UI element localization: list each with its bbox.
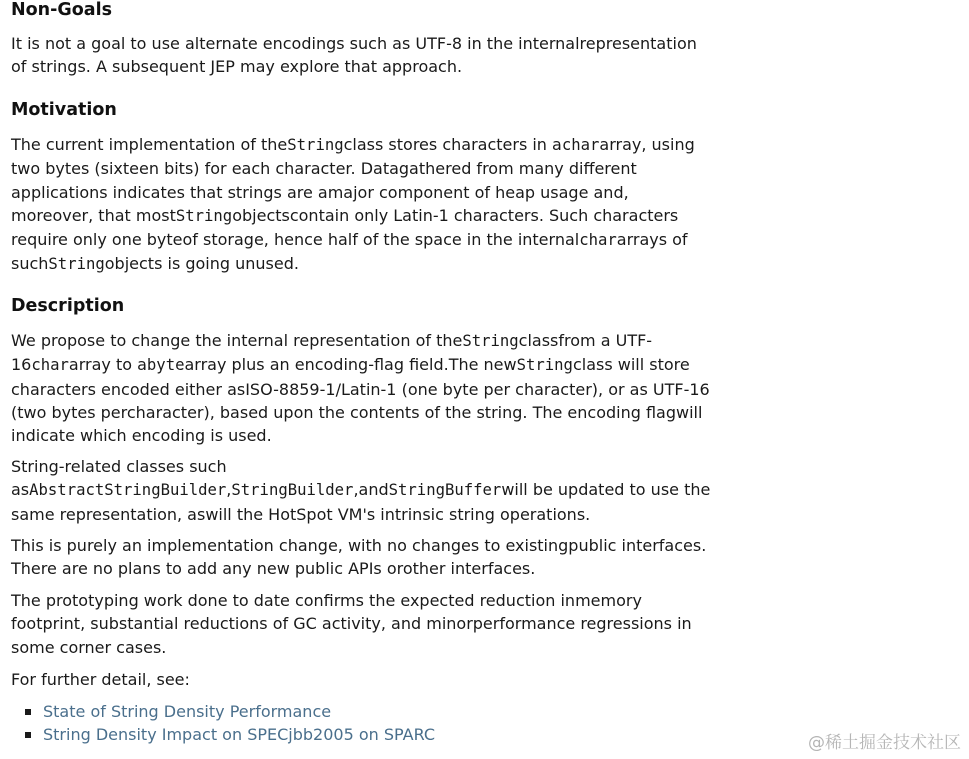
code-abstract-string-builder: AbstractStringBuilder — [29, 481, 227, 500]
text-run: class stores characters in a — [343, 135, 562, 154]
text-run: The current implementation of the — [11, 135, 288, 154]
further-detail-label: For further detail, see: — [11, 670, 190, 689]
code-string: String — [462, 332, 519, 350]
code-char: char — [561, 136, 600, 154]
text-run: We propose to change the internal representation of the — [11, 331, 463, 350]
link-string-density-performance[interactable]: State of String Density Performance — [43, 702, 332, 721]
text-run: objectscontain only Latin-1 characters. Such characters require only one byteof storage, hence half of the space in the internal — [11, 205, 679, 250]
text-run: ,and — [353, 480, 389, 500]
text-run: array, using two bytes (sixteen bits) for each character. Datagathered from many different applications indicates that strings are amajor component of heap usage and, moreover, that most — [11, 135, 695, 225]
text-run: array plus an encoding-flag field.The new — [184, 355, 517, 375]
text-run: objects is going unused. — [104, 254, 299, 274]
text-run: , — [226, 480, 232, 500]
square-bullet-icon — [25, 709, 31, 715]
watermark: @稀土掘金技术社区 — [808, 733, 961, 753]
description-paragraph-2 — [11, 455, 711, 526]
text-run: will be updated to use the same representation, aswill the HotSpot VM's intrinsic string operations. — [11, 480, 711, 524]
link-string-density-specjbb[interactable]: String Density Impact on SPECjbb2005 on SPARC — [43, 725, 436, 745]
code-char: char — [579, 231, 617, 250]
code-string-builder: StringBuilder — [231, 481, 354, 500]
text-run: classfrom a UTF-16 — [11, 331, 653, 375]
text-run: array to a — [68, 355, 147, 375]
description-paragraph-1 — [11, 329, 711, 447]
code-string: String — [175, 206, 233, 225]
description-paragraph-3: This is purely an implementation change, with no changes to existingpublic interfaces. There are no plans to add any new public APIs orother interfaces. — [11, 536, 707, 579]
motivation-heading: Motivation — [11, 100, 117, 120]
list-item — [11, 700, 435, 723]
code-string: String — [287, 136, 344, 154]
list-item — [11, 723, 435, 746]
non-goals-paragraph: It is not a goal to use alternate encodings such as UTF-8 in the internalrepresentation of strings. A subsequent JEP may explore that approach. — [11, 34, 697, 77]
description-heading: Description — [11, 296, 125, 316]
code-string: String — [48, 255, 105, 274]
non-goals-heading: Non-Goals — [11, 0, 113, 20]
code-string-buffer: StringBuffer — [388, 481, 502, 500]
text-run: String-related classes such as — [11, 457, 227, 500]
square-bullet-icon — [25, 732, 31, 738]
text-run: class will store characters encoded either asISO-8859-1/Latin-1 (one byte per character), or as UTF-16 (two bytes percharacter), based upon the contents of the string. The encoding flagwill indicate which encoding is used. — [11, 355, 710, 446]
text-run: arrays of such — [11, 230, 688, 274]
code-string: String — [516, 356, 573, 375]
code-byte: byte — [146, 356, 185, 375]
motivation-paragraph — [11, 133, 711, 277]
further-detail-links — [11, 700, 435, 747]
code-char: char — [31, 356, 69, 375]
description-paragraph-4: The prototyping work done to date confirms the expected reduction inmemory footprint, substantial reductions of GC activity, and minorperformance regressions in some corner cases. — [11, 591, 692, 657]
